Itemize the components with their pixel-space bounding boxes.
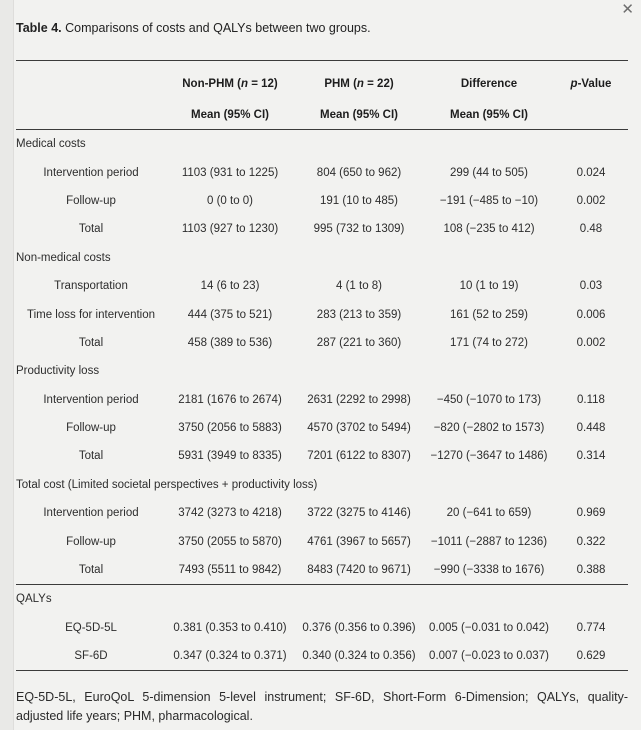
cell-phm: 0.340 (0.324 to 0.356) — [302, 650, 416, 663]
cell-pvalue: 0.024 — [576, 166, 606, 179]
cell-difference: 171 (74 to 272) — [449, 336, 528, 349]
cell-phm: 8483 (7420 to 9671) — [307, 564, 411, 577]
row-label: Total — [78, 564, 104, 577]
row-label: Intervention period — [43, 507, 139, 520]
cell-difference: −191 (−485 to −10) — [439, 194, 539, 207]
cell-pvalue: 0.118 — [577, 393, 605, 406]
table-row — [16, 300, 628, 328]
cell-phm: 0.376 (0.356 to 0.396) — [302, 621, 416, 634]
cell-pvalue: 0.002 — [576, 194, 606, 207]
cell-pvalue: 0.322 — [576, 535, 606, 548]
header-empty — [16, 61, 166, 102]
header-mean-ci-phm: Mean (95% CI) — [320, 109, 398, 121]
table-row — [16, 442, 628, 470]
header-nonphm: Non-PHM (n = 12) — [182, 77, 278, 90]
table-row — [16, 614, 628, 642]
header-empty — [16, 101, 166, 130]
cell-difference: 0.005 (−0.031 to 0.042) — [429, 621, 549, 634]
cell-phm: 3722 (3275 to 4146) — [307, 507, 411, 520]
header-pvalue: p-Value — [570, 77, 612, 90]
row-label: Transportation — [54, 280, 128, 293]
section-label: Medical costs — [16, 138, 86, 151]
cell-nonphm: 1103 (931 to 1225) — [181, 166, 279, 179]
table-row — [16, 414, 628, 442]
table-row — [16, 386, 628, 414]
cell-phm: 4 (1 to 8) — [335, 280, 383, 293]
cell-nonphm: 7493 (5511 to 9842) — [178, 564, 282, 577]
section-label: Total cost (Limited societal perspectives + productivity loss) — [16, 478, 318, 491]
table-caption-text: Comparisons of costs and QALYs between two groups. — [65, 21, 371, 35]
cell-phm: 191 (10 to 485) — [319, 194, 398, 207]
table-row — [16, 642, 628, 671]
table-row — [16, 329, 628, 357]
cell-pvalue: 0.388 — [576, 564, 606, 577]
cell-nonphm: 1103 (927 to 1230) — [181, 223, 279, 236]
header-phm: PHM (n = 22) — [324, 77, 394, 90]
section-label: Non-medical costs — [16, 251, 111, 264]
cell-phm: 4761 (3967 to 5657) — [307, 535, 411, 548]
section-row-total-cost — [16, 471, 628, 499]
cell-difference: −990 (−3338 to 1676) — [433, 564, 545, 577]
row-label: Intervention period — [43, 166, 139, 179]
row-label: Total — [78, 223, 104, 236]
cell-nonphm: 5931 (3949 to 8335) — [178, 450, 282, 463]
cell-phm: 283 (213 to 359) — [316, 308, 402, 321]
row-label: Time loss for intervention — [26, 308, 156, 321]
row-label: EQ-5D-5L — [65, 621, 117, 634]
cell-phm: 2631 (2292 to 2998) — [307, 393, 411, 406]
table-row — [16, 272, 628, 300]
table-row — [16, 158, 628, 186]
cell-difference: 108 (−235 to 412) — [443, 223, 535, 236]
cell-difference: −820 (−2802 to 1573) — [433, 422, 545, 435]
table-header — [16, 61, 628, 130]
cell-nonphm: 458 (389 to 536) — [187, 336, 273, 349]
table-caption-number: Table 4. — [16, 21, 62, 35]
cell-nonphm: 14 (6 to 23) — [200, 280, 260, 293]
cell-phm: 995 (732 to 1309) — [313, 223, 405, 236]
table-row — [16, 215, 628, 243]
section-label: QALYs — [16, 585, 628, 614]
cell-pvalue: 0.448 — [576, 422, 606, 435]
table-row — [16, 556, 628, 585]
header-empty — [554, 101, 628, 130]
cell-difference: −1011 (−2887 to 1236) — [430, 535, 548, 548]
cell-pvalue: 0.48 — [579, 223, 603, 236]
cell-phm: 804 (650 to 962) — [316, 166, 402, 179]
cell-difference: 161 (52 to 259) — [449, 308, 528, 321]
section-row-qalys — [16, 585, 628, 614]
window-left-edge — [0, 0, 14, 730]
table-footnote: EQ-5D-5L, EuroQoL 5-dimension 5-level instrument; SF-6D, Short-Form 6-Dimension; QALYs, quality-adjusted life years; PHM, pharmacological. — [16, 690, 628, 724]
cell-nonphm: 444 (375 to 521) — [187, 308, 273, 321]
cell-phm: 7201 (6122 to 8307) — [307, 450, 411, 463]
section-row-non-medical-costs — [16, 244, 628, 272]
cell-phm: 4570 (3702 to 5494) — [307, 422, 411, 435]
cell-phm: 287 (221 to 360) — [316, 336, 402, 349]
table-caption — [16, 20, 628, 36]
row-label: Total — [78, 450, 104, 463]
cell-pvalue: 0.03 — [579, 280, 603, 293]
cell-pvalue: 0.969 — [576, 507, 606, 520]
cell-pvalue: 0.774 — [576, 621, 606, 634]
section-row-productivity-loss — [16, 357, 628, 385]
header-mean-ci-difference: Mean (95% CI) — [450, 109, 528, 121]
row-label: SF-6D — [74, 650, 108, 663]
table-row — [16, 527, 628, 555]
header-row-mean-ci — [16, 101, 628, 130]
row-label: Follow-up — [66, 194, 116, 207]
close-icon[interactable]: ✕ — [621, 1, 634, 18]
cell-pvalue: 0.006 — [576, 308, 606, 321]
table-panel — [16, 0, 628, 726]
cell-difference: 20 (−641 to 659) — [446, 507, 532, 520]
cell-pvalue: 0.002 — [576, 336, 606, 349]
header-row-groups — [16, 61, 628, 102]
row-label: Total — [78, 336, 104, 349]
cell-difference: −450 (−1070 to 173) — [436, 393, 542, 406]
cell-difference: −1270 (−3647 to 1486) — [430, 450, 548, 463]
section-row-medical-costs — [16, 130, 628, 159]
table-row — [16, 499, 628, 527]
cell-nonphm: 2181 (1676 to 2674) — [178, 393, 282, 406]
cell-difference: 10 (1 to 19) — [459, 280, 519, 293]
cell-nonphm: 0.347 (0.324 to 0.371) — [173, 650, 287, 663]
row-label: Follow-up — [66, 535, 116, 548]
cell-difference: 0.007 (−0.023 to 0.037) — [429, 650, 549, 663]
table-row — [16, 187, 628, 215]
cell-nonphm: 3742 (3273 to 4218) — [178, 507, 282, 520]
cell-difference: 299 (44 to 505) — [449, 166, 528, 179]
section-label: Productivity loss — [16, 365, 100, 378]
header-mean-ci-nonphm: Mean (95% CI) — [191, 109, 269, 121]
row-label: Intervention period — [43, 393, 139, 406]
cell-nonphm: 0.381 (0.353 to 0.410) — [173, 621, 287, 634]
cell-pvalue: 0.629 — [576, 650, 606, 663]
header-difference: Difference — [460, 77, 518, 90]
cell-nonphm: 3750 (2056 to 5883) — [178, 422, 282, 435]
cell-pvalue: 0.314 — [576, 450, 606, 463]
cell-nonphm: 0 (0 to 0) — [206, 194, 254, 207]
comparison-table — [16, 60, 628, 671]
row-label: Follow-up — [66, 422, 116, 435]
cell-nonphm: 3750 (2055 to 5870) — [178, 535, 282, 548]
